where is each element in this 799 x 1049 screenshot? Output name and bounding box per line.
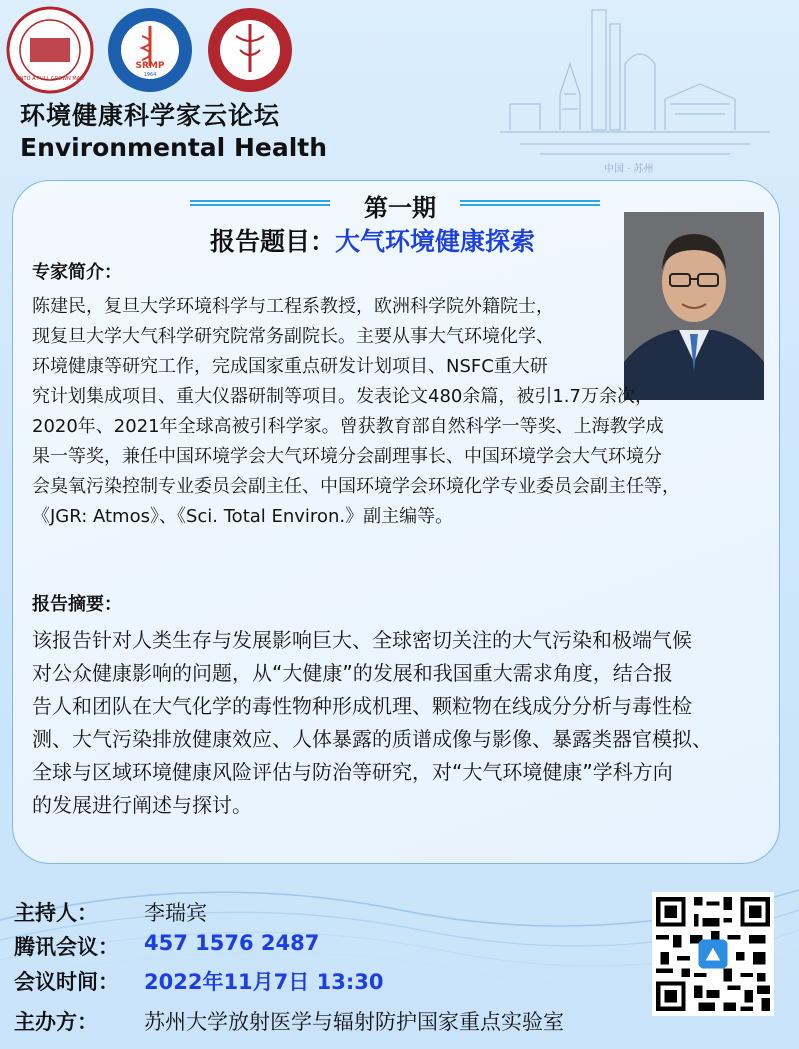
- meeting-id: 457 1576 2487: [144, 931, 320, 955]
- report-title: [210, 222, 535, 258]
- expert-line: 2020年、2021年全球高被引科学家。曾获教育部自然科学一等奖、上海教学成: [32, 416, 664, 437]
- qr-code[interactable]: [652, 892, 774, 1016]
- host-label: 主持人：: [14, 901, 98, 925]
- expert-line: 环境健康等研究工作，完成国家重点研发计划项目、NSFC重大研: [32, 356, 548, 377]
- organizer-label: 主办方：: [14, 1010, 98, 1034]
- abstract-line: 该报告针对人类生存与发展影响巨大、全球密切关注的大气污染和极端气候: [32, 628, 692, 652]
- forum-title: [20, 100, 327, 164]
- abstract-line: 测、大气污染排放健康效应、人体暴露的质谱成像与影像、暴露类器官模拟、: [32, 727, 712, 751]
- radiation-medicine-lab-logo: [206, 6, 294, 94]
- report-title-topic: 大气环境健康探索: [335, 227, 536, 256]
- logo-row: [6, 6, 294, 94]
- expert-line: 究计划集成项目、重大仪器研制等项目。发表论文480余篇，被引1.7万余次，: [32, 386, 653, 407]
- issue-number: 第一期: [364, 194, 436, 222]
- city-caption: 中国 · 苏州: [604, 164, 654, 175]
- expert-line: 会臭氧污染控制专业委员会副主任、中国环境学会环境化学专业委员会副主任等，: [32, 476, 680, 497]
- abstract-line: 的发展进行阐述与探讨。: [32, 793, 252, 817]
- organizer-row: [14, 1006, 564, 1036]
- issue-header: [190, 186, 610, 222]
- meeting-label: 腾讯会议：: [14, 935, 119, 959]
- time-label: 会议时间：: [14, 970, 119, 994]
- report-title-prefix: 报告题目：: [210, 227, 336, 256]
- srmp-society-logo: [106, 6, 194, 94]
- host-value: 李瑞宾: [144, 901, 207, 925]
- abstract-text: [32, 624, 712, 822]
- expert-line: 陈建民，复旦大学环境科学与工程系教授，欧洲科学院外籍院士，: [32, 296, 554, 317]
- soochow-university-logo: [6, 6, 94, 94]
- time-row: [14, 966, 384, 996]
- meeting-row: [14, 931, 320, 961]
- abstract-line: 告人和团队在大气化学的毒性物种形成机理、颗粒物在线成分分析与毒性检: [32, 694, 692, 718]
- host-row: [14, 897, 207, 927]
- abstract-line: 全球与区域环境健康风险评估与防治等研究，对“大气环境健康”学科方向: [32, 760, 673, 784]
- expert-line: 《JGR: Atmos》、《Sci. Total Environ.》副主编等。: [32, 506, 454, 527]
- svg-text:SRMP: SRMP: [135, 61, 165, 71]
- svg-text:UNTO A FULL GROWN MAN: UNTO A FULL GROWN MAN: [16, 76, 84, 82]
- abstract-label: 报告摘要：: [32, 594, 122, 615]
- suzhou-skyline-illustration: [500, 4, 770, 174]
- meeting-time: 2022年11月7日 13:30: [144, 970, 384, 994]
- organizer-value: 苏州大学放射医学与辐射防护国家重点实验室: [144, 1010, 564, 1034]
- forum-title-en: Environmental Health: [20, 133, 328, 162]
- expert-intro-text: [32, 292, 680, 532]
- forum-title-cn: 环境健康科学家云论坛: [20, 101, 281, 130]
- svg-text:1964: 1964: [143, 72, 157, 78]
- abstract-line: 对公众健康影响的问题，从“大健康”的发展和我国重大需求角度，结合报: [32, 661, 673, 685]
- expert-line: 现复旦大学大气科学研究院常务副院长。主要从事大气环境化学、: [32, 326, 554, 347]
- expert-intro-label: 专家简介：: [32, 262, 122, 283]
- expert-line: 果一等奖，兼任中国环境学会大气环境分会副理事长、中国环境学会大气环境分: [32, 446, 662, 467]
